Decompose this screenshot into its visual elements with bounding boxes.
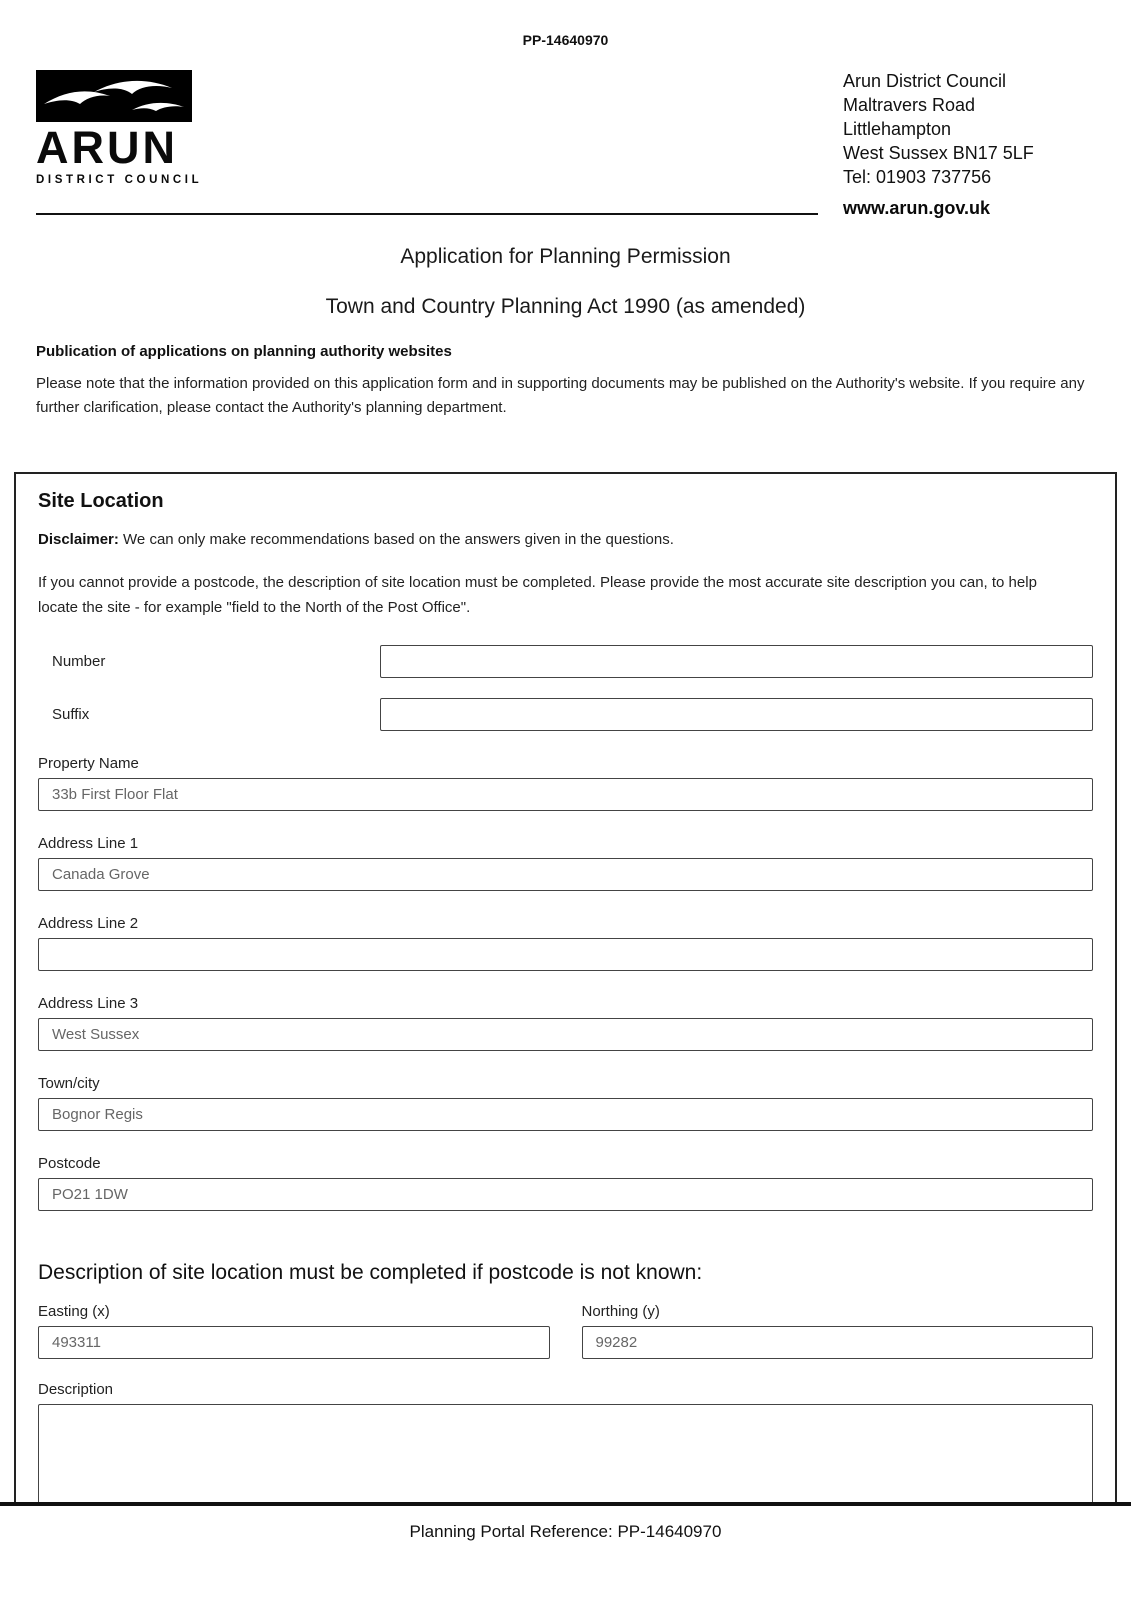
form-title: Application for Planning Permission: [400, 245, 731, 269]
easting-field: [38, 1303, 550, 1359]
address-line: Tel: 01903 737756: [843, 166, 992, 187]
council-website: www.arun.gov.uk: [843, 197, 991, 218]
header: [36, 70, 1095, 190]
description-field: [38, 1381, 1093, 1502]
address-line-1-input[interactable]: [38, 858, 1093, 891]
address-line-3-input[interactable]: [38, 1018, 1093, 1051]
description-input[interactable]: [38, 1404, 1093, 1502]
description-requirement-heading: Description of site location must be completed if postcode is not known:: [38, 1260, 703, 1284]
logo-subtitle: DISTRICT COUNCIL: [36, 174, 203, 187]
number-field-row: [38, 645, 1093, 678]
header-divider: [36, 213, 818, 215]
address-line: Littlehampton: [843, 118, 952, 139]
number-label: Number: [52, 652, 106, 670]
easting-label: Easting (x): [38, 1302, 110, 1320]
northing-input[interactable]: [582, 1326, 1094, 1359]
portal-reference-top: PP-14640970: [522, 32, 609, 48]
publication-body: Please note that the information provided on this application form and in supporting documents may be published on the Authority's website. If you require any further clarification, please contact the Authority's planning department.: [36, 375, 1085, 417]
site-location-section: [14, 472, 1117, 1502]
address-line-3-field: [38, 995, 1093, 1051]
address-line: West Sussex BN17 5LF: [843, 142, 1034, 163]
footer-divider: [0, 1502, 1131, 1506]
address-line-2-label: Address Line 2: [38, 914, 139, 932]
portal-reference-footer: Planning Portal Reference: PP-14640970: [409, 1522, 722, 1541]
property-name-input[interactable]: [38, 778, 1093, 811]
northing-field: [582, 1303, 1094, 1359]
postcode-field: [38, 1155, 1093, 1211]
council-address-block: [843, 70, 1095, 190]
address-line: Arun District Council: [843, 71, 1007, 91]
description-label: Description: [38, 1380, 114, 1398]
logo-wordmark: ARUN: [36, 122, 178, 173]
section-intro: If you cannot provide a postcode, the description of site location must be completed. Please provide the most accurate site description you can, to help locate the site - for example "field to the North of the Post Office".: [38, 573, 1037, 617]
disclaimer-text: [38, 529, 1093, 552]
publication-heading: Publication of applications on planning authority websites: [36, 343, 452, 361]
suffix-label: Suffix: [52, 705, 90, 723]
address-line: Maltravers Road: [843, 94, 976, 115]
address-line-1-field: [38, 835, 1093, 891]
arun-logo: [36, 70, 266, 186]
suffix-field-row: [38, 698, 1093, 731]
postcode-label: Postcode: [38, 1154, 101, 1172]
address-line-1-label: Address Line 1: [38, 834, 139, 852]
town-city-field: [38, 1075, 1093, 1131]
town-city-label: Town/city: [38, 1074, 100, 1092]
disclaimer-body: We can only make recommendations based on the answers given in the questions.: [118, 531, 674, 549]
address-line-2-input[interactable]: [38, 938, 1093, 971]
town-city-input[interactable]: [38, 1098, 1093, 1131]
postcode-input[interactable]: [38, 1178, 1093, 1211]
header-rule-row: [36, 198, 1095, 220]
suffix-input[interactable]: [380, 698, 1093, 731]
disclaimer-label: Disclaimer:: [38, 531, 119, 549]
property-name-field: [38, 755, 1093, 811]
address-line-2-field: [38, 915, 1093, 971]
arun-birds-icon: [36, 70, 192, 122]
northing-label: Northing (y): [581, 1302, 660, 1320]
section-title: Site Location: [38, 490, 164, 513]
form-subtitle: Town and Country Planning Act 1990 (as amended): [325, 295, 806, 319]
property-name-label: Property Name: [38, 754, 139, 772]
coordinates-row: [38, 1303, 1093, 1359]
address-line-3-label: Address Line 3: [38, 994, 139, 1012]
easting-input[interactable]: [38, 1326, 550, 1359]
number-input[interactable]: [380, 645, 1093, 678]
